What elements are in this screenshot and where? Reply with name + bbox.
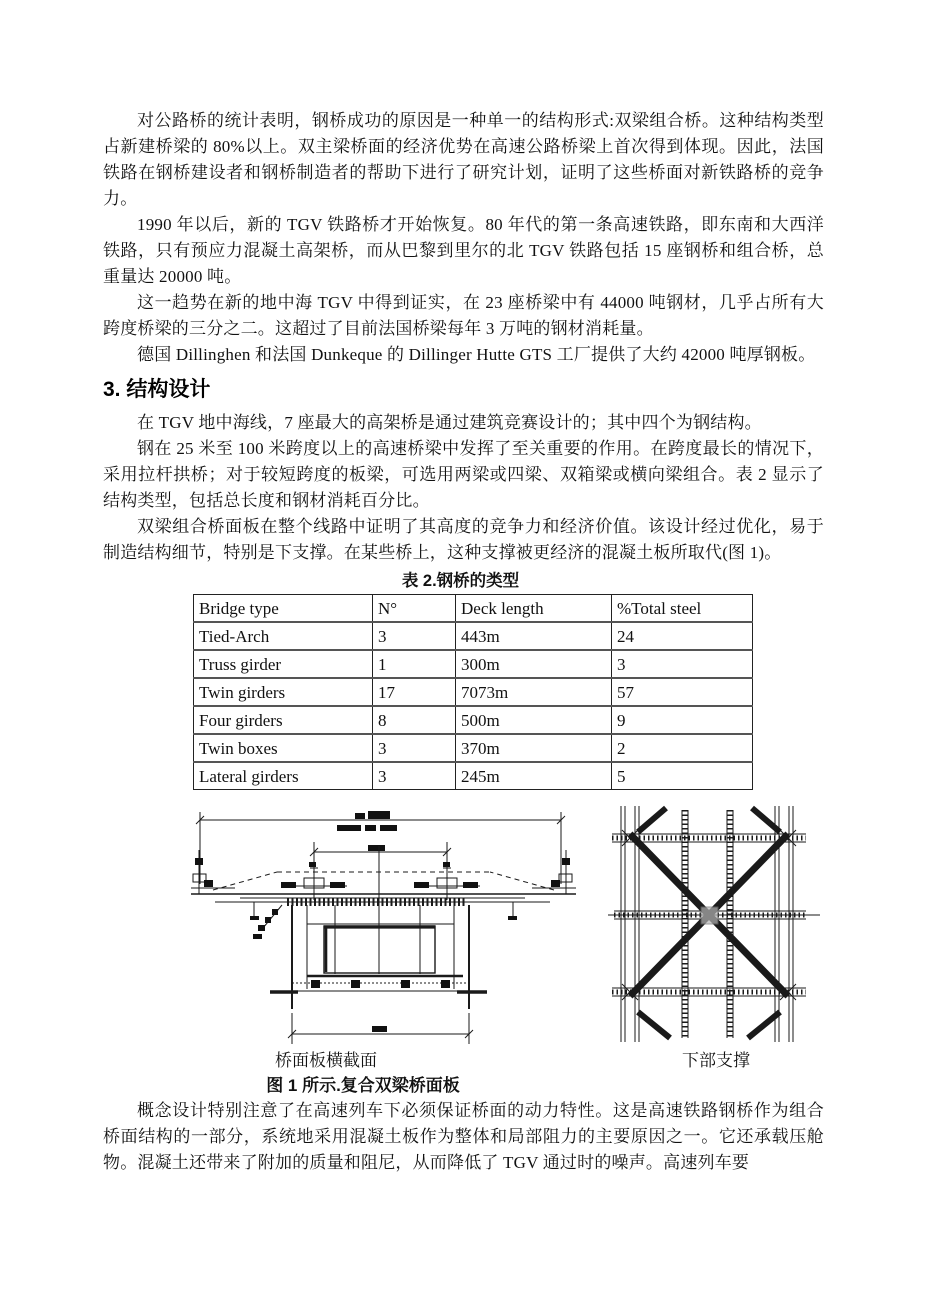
table-cell: Twin boxes [194,734,373,762]
paragraph: 概念设计特别注意了在高速列车下必须保证桥面的动力特性。这是高速铁路钢桥作为组合桥面结构的一部分，系统地采用混凝土板作为整体和局部阻力的主要原因之一。它还承载压舱物。混凝土还带来了附加的质量和阻尼，从而降低了 TGV 通过时的噪声。高速列车要 [103,1101,824,1172]
table-header-row [194,595,753,623]
table-cell: 245m [456,762,612,790]
table-row [194,762,753,790]
table-cell: Lateral girders [194,762,373,790]
table-cell: 3 [612,650,753,678]
figure-labels [103,1048,824,1074]
table-cell: Tied-Arch [194,622,373,650]
section-heading: 3. 结构设计 [103,378,211,401]
lower-bracing-drawing [608,804,823,1044]
table-cell: 24 [612,622,753,650]
figure-1-block [103,806,824,1048]
paragraph: 这一趋势在新的地中海 TGV 中得到证实，在 23 座桥梁中有 44000 吨钢材，几乎占所有大跨度桥梁的三分之二。这超过了目前法国桥梁每年 3 万吨的钢材消耗量。 [103,293,824,338]
right-figure-label: 下部支撑 [682,1051,750,1070]
table-cell: 9 [612,706,753,734]
paragraph: 在 TGV 地中海线，7 座最大的高架桥是通过建筑竞赛设计的；其中四个为钢结构。 [137,413,762,432]
steel-bridge-types-table [193,594,753,790]
table-cell: 17 [373,678,456,706]
table-cell: Truss girder [194,650,373,678]
table-row [194,678,753,706]
table-cell: 8 [373,706,456,734]
paragraph: 1990 年以后，新的 TGV 铁路桥才开始恢复。80 年代的第一条高速铁路，即东南和大西洋铁路，只有预应力混凝土高架桥，而从巴黎到里尔的北 TGV 铁路包括 15 座钢桥和组合桥，总重量达 20000 吨。 [103,215,824,286]
table-header-cell: Bridge type [194,595,373,623]
table-header-cell: Deck length [456,595,612,623]
table-row [194,734,753,762]
paragraph: 对公路桥的统计表明，钢桥成功的原因是一种单一的结构形式:双梁组合桥。这种结构类型占新建桥梁的 80%以上。双主梁桥面的经济优势在高速公路桥梁上首次得到体现。因此，法国铁路在钢桥建设者和钢桥制造者的帮助下进行了研究计划，证明了这些桥面对新铁路桥的竞争力。 [103,111,824,208]
table-cell: 57 [612,678,753,706]
figure-caption: 图 1 所示.复合双梁桥面板 [266,1076,460,1095]
table-cell: 3 [373,734,456,762]
table-cell: 370m [456,734,612,762]
paragraph: 双梁组合桥面板在整个线路中证明了其高度的竞争力和经济价值。该设计经过优化，易于制造结构细节，特别是下支撑。在某些桥上，这种支撑被更经济的混凝土板所取代(图 1)。 [103,517,824,562]
table-cell: 300m [456,650,612,678]
paragraph: 钢在 25 米至 100 米跨度以上的高速桥梁中发挥了至关重要的作用。在跨度最长的情况下，采用拉杆拱桥；对于较短跨度的板梁，可选用两梁或四梁、双箱梁或横向梁组合。表 2 显示了结构类型，包括总长度和钢材消耗百分比。 [103,439,824,510]
table-cell: Four girders [194,706,373,734]
table-cell: 7073m [456,678,612,706]
table-cell: 500m [456,706,612,734]
table-row [194,706,753,734]
table-cell: 443m [456,622,612,650]
table-row [194,622,753,650]
table-cell: 3 [373,622,456,650]
table-cell: 3 [373,762,456,790]
table-row [194,650,753,678]
table-cell: 5 [612,762,753,790]
table-cell: Twin girders [194,678,373,706]
table-cell: 2 [612,734,753,762]
table-cell: 1 [373,650,456,678]
paragraph: 德国 Dillinghen 和法国 Dunkeque 的 Dillinger Hutte GTS 工厂提供了大约 42000 吨厚钢板。 [137,345,816,364]
left-figure-label: 桥面板横截面 [275,1051,377,1070]
table-header-cell: %Total steel [612,595,753,623]
table-caption: 表 2.钢桥的类型 [401,572,520,590]
table-header-cell: N° [373,595,456,623]
table-block [193,570,728,790]
deck-cross-section-drawing [185,806,582,1048]
